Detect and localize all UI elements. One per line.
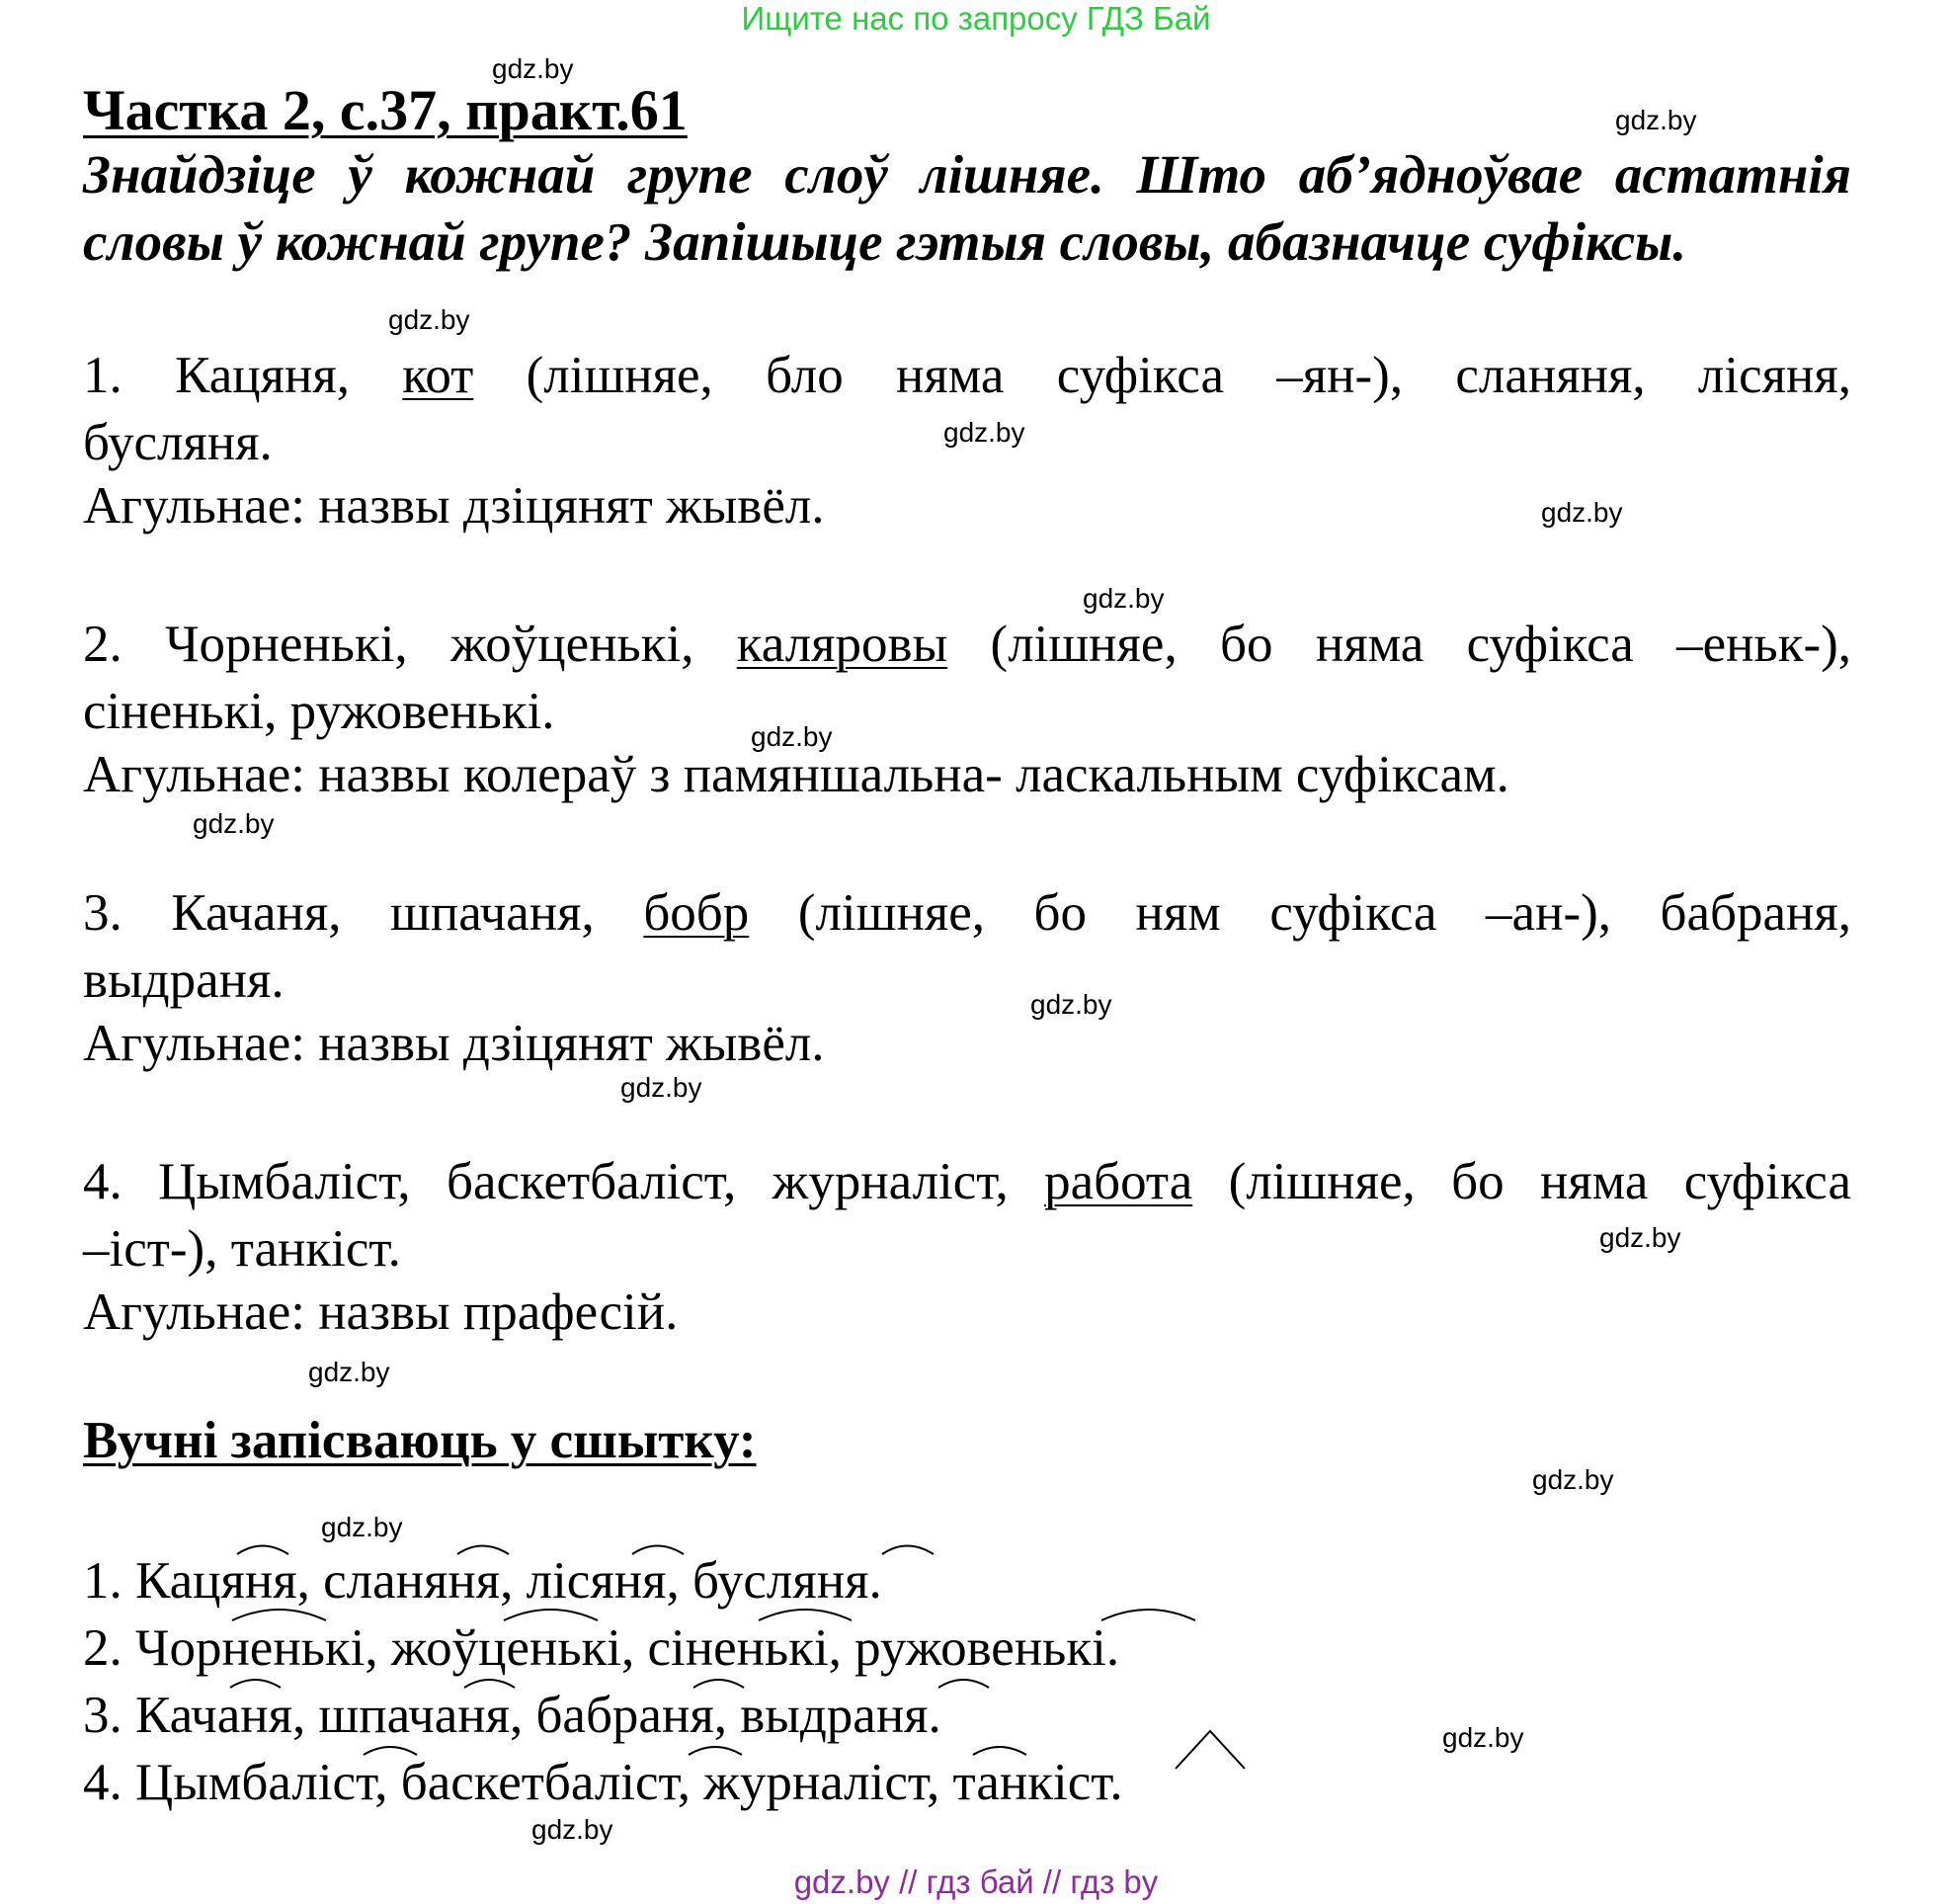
item-text: (лішняе, бло няма суфікса –ян-), сланяня, лісяня,: [473, 347, 1851, 404]
watermark: gdz.by: [1030, 989, 1112, 1020]
common-feature: Агульнае: назвы колераў з памяншальна- ласкальным суфіксам.: [83, 746, 1509, 803]
watermark: gdz.by: [308, 1357, 390, 1387]
watermark: gdz.by: [1541, 497, 1623, 528]
item-text: (лішняе, бо няма суфікса: [1192, 1153, 1851, 1210]
watermark: gdz.by: [531, 1814, 613, 1845]
extra-word: кот: [402, 347, 474, 404]
answer-item-3: [83, 879, 1851, 1014]
extra-word: бобр: [643, 884, 750, 942]
notebook-line-3: 3. Качаня, шпачаня, бабраня, выдраня.: [83, 1687, 941, 1744]
suffix-arc: [1176, 1731, 1245, 1769]
watermark: gdz.by: [751, 721, 833, 752]
watermark: gdz.by: [193, 808, 275, 839]
watermark: gdz.by: [1599, 1222, 1681, 1253]
watermark: gdz.by: [492, 53, 574, 84]
watermark: gdz.by: [388, 304, 470, 335]
item-text: выдраня.: [83, 952, 285, 1009]
notebook-line-2: 2. Чорненькі, жоўценькі, сіненькі, ружовенькі.: [83, 1619, 1120, 1677]
notebook-line-1: 1. Кацяня, сланяня, лісяня, бусляня.: [83, 1552, 882, 1610]
item-text: (лішняе, бо няма суфікса –еньк-),: [947, 616, 1851, 673]
item-text: бусляня.: [83, 414, 273, 471]
watermark: gdz.by: [1442, 1722, 1524, 1753]
item-text: (лішняе, бо ням суфікса –ан-), бабраня,: [749, 884, 1851, 942]
notebook-heading: Вучні запісваюць у сшытку:: [83, 1412, 757, 1469]
suffix-arc: [882, 1546, 934, 1555]
item-text: 1. Кацяня,: [83, 347, 403, 404]
item-text: 3. Качаня, шпачаня,: [83, 884, 644, 942]
common-feature: Агульнае: назвы прафесій.: [83, 1283, 679, 1341]
answer-item-4: [83, 1148, 1851, 1283]
footer[interactable]: gdz.by // гдз бай // гдз by: [793, 1863, 1159, 1900]
item-text: 2. Чорненькі, жоўценькі,: [83, 616, 737, 673]
task-line-2: словы ў кожнай групе? Запішыце гэтыя словы, абазначце суфіксы.: [83, 211, 1687, 272]
item-text: 4. Цымбаліст, баскетбаліст, журналіст,: [83, 1153, 1045, 1210]
watermark: gdz.by: [1083, 583, 1165, 614]
watermark: gdz.by: [1532, 1464, 1614, 1495]
item-text: сіненькі, ружовенькі.: [83, 683, 555, 740]
watermark: gdz.by: [943, 417, 1025, 448]
watermark: gdz.by: [321, 1512, 403, 1542]
extra-word: каляровы: [736, 616, 948, 673]
top-banner[interactable]: Ищите нас по запросу ГДЗ Бай: [741, 0, 1211, 37]
common-feature: Агульнае: назвы дзіцянят жывёл.: [83, 477, 825, 535]
watermark: gdz.by: [1615, 105, 1697, 135]
notebook-line-4: 4. Цымбаліст, баскетбаліст, журналіст, танкіст.: [83, 1754, 1123, 1811]
task-text: [83, 141, 1851, 276]
watermark: gdz.by: [620, 1072, 702, 1103]
extra-word: работа: [1044, 1153, 1193, 1210]
answer-item-2: [83, 611, 1851, 745]
item-text: –іст-), танкіст.: [83, 1220, 401, 1278]
task-line-1: Знайдзіце ў кожнай групе слоў лішняе. Што аб’ядноўвае астатнія: [83, 144, 1851, 205]
answer-item-1: [83, 342, 1851, 476]
common-feature: Агульнае: назвы дзіцянят жывёл.: [83, 1015, 825, 1072]
page-title: Частка 2, с.37, практ.61: [83, 78, 688, 142]
suffix-arc: [938, 1680, 989, 1688]
